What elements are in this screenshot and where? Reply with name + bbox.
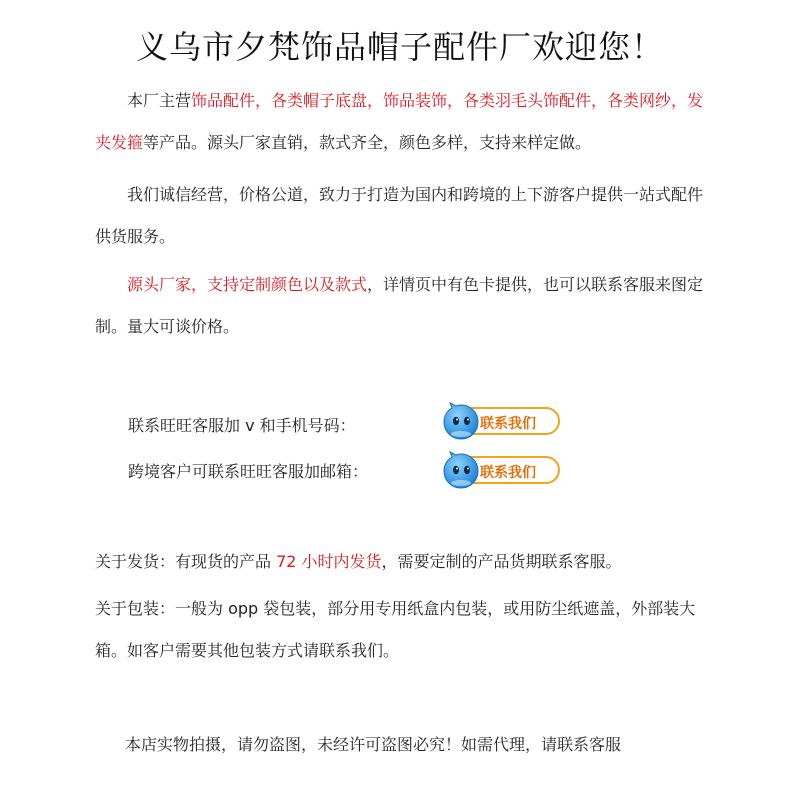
contact-row-wangwang — [128, 404, 356, 444]
contact-label: 跨境客户可联系旺旺客服加邮箱： — [128, 461, 369, 481]
custom-paragraph — [95, 264, 710, 348]
contact-row-crossborder — [128, 450, 368, 490]
contact-label: 联系旺旺客服加 v 和手机号码： — [128, 415, 356, 435]
intro-prefix: 本厂主营 — [127, 91, 192, 110]
shipping-highlight: 72 小时内发货 — [276, 552, 382, 571]
footer-notice: 本店实物拍摄，请勿盗图，未经许可盗图必究！如需代理，请联系客服 — [125, 735, 622, 754]
wangwang-mascot-icon — [440, 402, 482, 442]
contact-us-button[interactable] — [440, 402, 562, 440]
packaging-paragraph: 关于包装：一般为 opp 袋包装，部分用专用纸盒内包装，或用防尘纸遮盖，外部装大箱。如客户需要其他包装方式请联系我们。 — [95, 599, 696, 660]
contact-us-button[interactable] — [440, 451, 562, 489]
shipping-prefix: 关于发货：有现货的产品 — [95, 552, 277, 571]
intro-paragraph — [95, 80, 710, 164]
custom-suffix: ，详情页中有色卡提供，也可以联系客服来图定制。量大可谈价格。 — [95, 275, 704, 336]
shipping-line — [95, 541, 715, 583]
intro-suffix: 等产品。源头厂家直销，款式齐全，颜色多样，支持来样定做。 — [143, 133, 592, 152]
intro-highlight: 饰品配件，各类帽子底盘，饰品装饰，各类羽毛头饰配件，各类网纱，发夹发箍 — [95, 91, 704, 152]
page-title: 义乌市夕梵饰品帽子配件厂欢迎您！ — [135, 28, 664, 66]
shipping-suffix: ，需要定制的产品货期联系客服。 — [381, 552, 622, 571]
button-label: 联系我们 — [480, 416, 536, 432]
wangwang-mascot-icon — [440, 451, 482, 491]
button-label: 联系我们 — [480, 465, 536, 481]
integrity-paragraph: 我们诚信经营，价格公道，致力于打造为国内和跨境的上下游客户提供一站式配件供货服务。 — [95, 185, 704, 246]
custom-highlight: 源头厂家，支持定制颜色以及款式 — [127, 275, 368, 294]
